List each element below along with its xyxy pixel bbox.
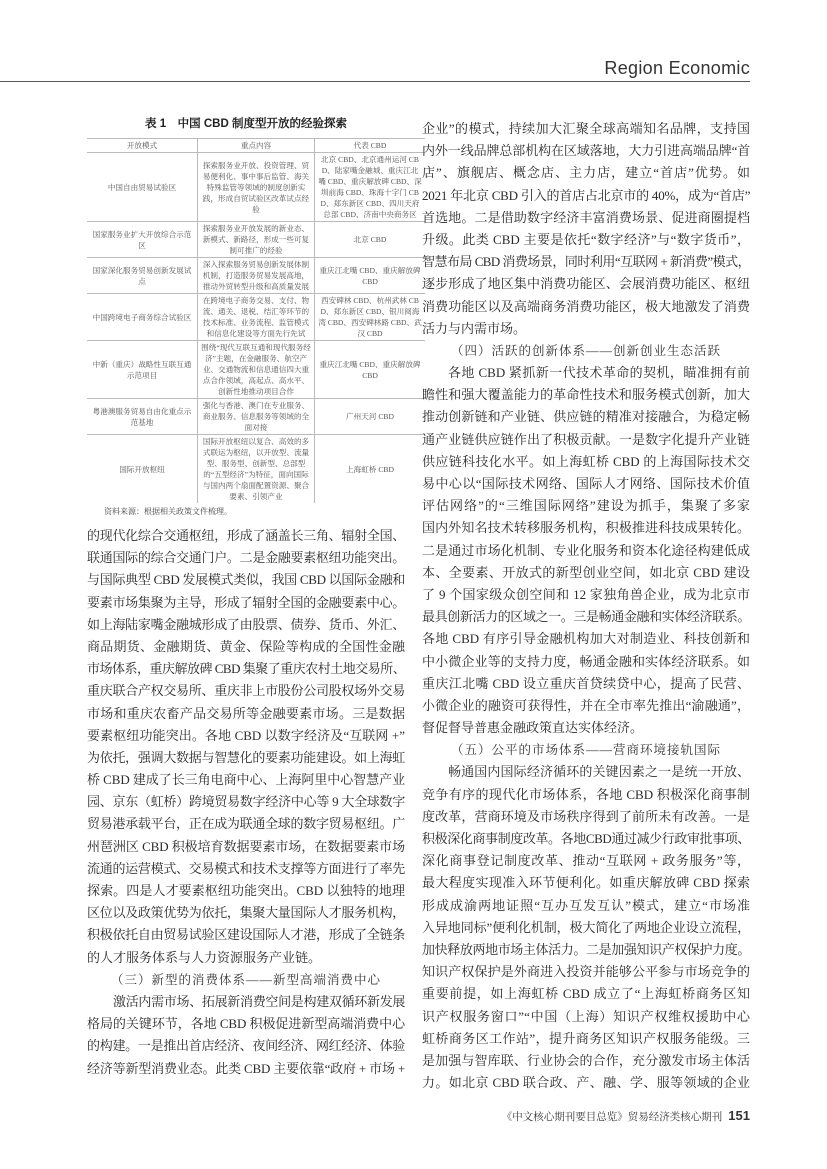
table-source-note: 资料来源：根据相关政策文件梳理。	[104, 507, 232, 516]
representative-cbd-cell: 西安碑林 CBD、杭州武林 CBD、郑东新区 CBD、银川阅海湾 CBD、西安碑林路 CBD、武汉 CBD	[315, 294, 426, 341]
table-row	[87, 435, 425, 504]
text-line: 小微企业的融资可获得性，并在全市率先推出“渝融通”，	[422, 697, 750, 713]
text-line: 积极依托自由贸易试验区建设国际人才港，形成了全链条	[87, 927, 405, 943]
text-line: 度改革，营商环境及市场秩序得到了前所未有改善。一是	[422, 808, 750, 824]
text-line: 商品期货、金融期货、黄金、保险等构成的全国性金融	[87, 638, 405, 654]
text-line: 区位以及政策优势为依托，集聚大量国际人才服务机构，	[87, 905, 405, 921]
open-mode-cell: 国家服务业扩大开放综合示范区	[87, 222, 198, 258]
text-line: 推动创新链和产业链、供应链的精准对接融合，为稳定畅	[422, 409, 750, 425]
text-line: 探索。四是人才要素枢纽功能突出。CBD 以独特的地理	[87, 883, 405, 898]
text-line: 评估网络”的“三维国际网络”建设为抓手，集聚了多家	[422, 498, 750, 514]
key-content-cell: 深入探索服务贸易创新发展体制机制，打造服务贸易发展高地，推动外贸转型升级和高质量发展	[198, 258, 315, 294]
key-content-cell: 国际开放枢纽以复合、高效的多式联运为枢纽，以开放型、流量型、服务型、创新型、总部型的“五型经济”为特征，面向国际与国内两个扇面配置资源、聚合要素、引领产业	[198, 435, 315, 504]
text-line: 易中心以“国际技术网络、国际人才网络、国际技术价值	[422, 476, 750, 491]
text-line: 瞻性和强大覆盖能力的革命性技术和服务模式创新，加大	[422, 387, 750, 403]
text-line: 州琶洲区 CBD 积极培育数据要素市场，在数据要素市场	[87, 838, 405, 854]
text-line: 联通国际的综合交通门户。二是金融要素枢纽功能突出。	[87, 550, 405, 566]
text-line: 加快释放两地市场主体活力。二是加强知识产权保护力度。	[422, 941, 750, 957]
text-line: 如上海陆家嘴金融城形成了由股票、债券、货币、外汇、	[87, 616, 405, 632]
text-line: 贸易港承载平台，正在成为联通全球的数字贸易枢纽。广	[87, 816, 405, 832]
text-line: 首选地。二是借助数字经济丰富消费场景、促进商圈提档	[422, 209, 750, 225]
page-footer	[502, 1108, 750, 1124]
text-line: 二是通过市场化机制、专业化服务和资本化途径构建低成	[422, 542, 750, 558]
table-row	[87, 153, 425, 222]
column-header: 开放模式	[87, 139, 198, 153]
table-header-row	[87, 139, 425, 153]
text-line: 店”、旗舰店、概念店、主力店，建立“首店”优势。如	[422, 165, 750, 181]
representative-cbd-cell: 北京 CBD、北京通州运河 CBD、陆家嘴金融城、重庆江北嘴 CBD、重庆解放碑 CBD、深圳前海 CBD、珠海十字门 CBD、郑东新区 CBD、四川天府总部 CBD、济南中央商务区	[315, 153, 426, 222]
open-mode-cell: 中国自由贸易试验区	[87, 153, 198, 222]
text-line: 激活内需市场、拓展新消费空间是构建双循环新发展	[113, 993, 406, 1009]
open-mode-cell: 中新（重庆）战略性互联互通示范项目	[87, 341, 198, 399]
text-line: 园、京东（虹桥）跨境贸易数字经济中心等 9 大全球数字	[87, 794, 405, 810]
text-line: 与国际典型 CBD 发展模式类似，我国 CBD 以国际金融和	[87, 572, 405, 588]
open-mode-cell: 国家深化服务贸易创新发展试点	[87, 258, 198, 294]
key-content-cell: 围绕“现代互联互通和现代服务经济”主题，在金融服务、航空产业、交通物流和信息通信四大重点合作领域，高起点、高水平、创新性地推动项目合作	[198, 341, 315, 399]
table-row	[87, 341, 425, 399]
text-line: 中小微企业等的支持力度，畅通金融和实体经济联系。如	[422, 653, 750, 669]
text-line: 2021 年北京 CBD 引入的首店占北京市的 40%，成为“首店”	[422, 187, 751, 203]
text-line: 竞争有序的现代化市场体系，各地 CBD 积极深化商事制	[422, 786, 750, 802]
text-line: 企业”的模式，持续加大汇聚全球高端知名品牌，支持国	[422, 121, 750, 136]
text-line: 本、全要素、开放式的新型创业空间，如北京 CBD 建设	[422, 564, 750, 580]
page-number: 151	[728, 1108, 750, 1123]
section-heading: （四）活跃的创新体系——创新创业生态活跃	[450, 343, 721, 358]
table-row	[87, 294, 425, 341]
text-line: 国内外知名技术转移服务机构，积极推进科技成果转化。	[422, 520, 750, 536]
paragraph	[87, 991, 405, 1080]
section-heading: （五）公平的市场体系——营商环境接轨国际	[450, 743, 721, 758]
text-line: 要素枢纽功能突出。各地 CBD 以数字经济及“互联网 +”	[87, 727, 405, 743]
body-column-left	[87, 525, 405, 1080]
text-line: 了 9 个国家级众创空间和 12 家独角兽企业，成为北京市	[422, 586, 750, 602]
section-heading: （三）新型的消费体系——新型高端消费中心	[110, 972, 381, 987]
text-line: 各地 CBD 紧抓新一代技术革命的契机，瞄准拥有前	[448, 365, 750, 381]
text-line: 消费功能区以及高端商务消费功能区，极大地激发了消费	[422, 298, 750, 314]
left-column-flow	[87, 116, 422, 1080]
text-line: 畅通国内国际经济循环的关键因素之一是统一开放、	[448, 764, 750, 780]
representative-cbd-cell: 重庆江北嘴 CBD、重庆解放碑 CBD	[315, 341, 426, 399]
text-line: 重庆江北嘴 CBD 设立重庆首贷续贷中心，提高了民营、	[422, 675, 750, 691]
column-header: 代表 CBD	[315, 139, 426, 153]
body-column-right	[422, 118, 750, 1094]
text-line: 活力与内需市场。	[422, 320, 527, 336]
text-line: 供应链科技化水平。如上海虹桥 CBD 的上海国际技术交	[422, 453, 750, 469]
key-content-cell: 在跨境电子商务交易、支付、物流、通关、退税、结汇等环节的技术标准、业务流程、监管模式和信息化建设等方面先行先试	[198, 294, 315, 341]
text-line: 要素市场集聚为主导，形成了辐射全国的金融要素中心。	[87, 594, 405, 610]
table-title: 表 1 中国 CBD 制度型开放的经验探索	[145, 118, 347, 130]
key-content-cell: 探索服务业开放、投资管理、贸易便利化、事中事后监管、海关特殊监管等领域的制度创新实践，形成自贸试验区改革试点经验	[198, 153, 315, 222]
text-line: 市场和重庆农畜产品交易所等金融要素市场。三是数据	[87, 705, 405, 721]
text-line: 识产权服务窗口”“中国（上海）知识产权维权援助中心	[422, 1008, 750, 1024]
text-line: 流通的运营模式、交易模式和技术支撑等方面进行了率先	[87, 860, 405, 876]
paragraph	[422, 761, 750, 1094]
text-line: 最具创新活力的区域之一。三是畅通金融和实体经济联系。	[422, 609, 750, 625]
table-row	[87, 222, 425, 258]
text-line: 格局的关键环节，各地 CBD 积极促进新型高端消费中心	[87, 1016, 405, 1032]
text-line: 积极深化商事制度改革。各地CBD通过减少行政审批事项、	[422, 831, 750, 846]
text-line: 通产业链供应链作出了积极贡献。一是数字化提升产业链	[422, 431, 750, 447]
text-line: 督促督导普惠金融政策直达实体经济。	[422, 720, 644, 736]
header-rule	[0, 81, 750, 82]
representative-cbd-cell: 重庆江北嘴 CBD、重庆解放碑 CBD	[315, 258, 426, 294]
cbd-open-mode-table	[87, 138, 425, 503]
text-line: 力。如北京 CBD 联合政、产、融、学、服等领域的企业	[422, 1075, 750, 1091]
representative-cbd-cell: 上海虹桥 CBD	[315, 435, 426, 504]
text-line: 智慧布局 CBD 消费场景，同时利用“互联网 + 新消费”模式，	[422, 254, 750, 270]
text-line: 知识产权保护是外商进入投资并能够公平参与市场竞争的	[422, 964, 750, 980]
running-header-title: Region Economic	[604, 58, 750, 78]
text-line: 市场体系，重庆解放碑 CBD 集聚了重庆农村土地交易所、	[87, 661, 406, 677]
paragraph	[422, 362, 750, 739]
paragraph	[422, 118, 750, 340]
text-line: 的现代化综合交通枢纽，形成了涵盖长三角、辐射全国、	[87, 528, 405, 543]
text-line: 的人才服务体系与人力资源服务产业链。	[87, 949, 322, 965]
table-row	[87, 399, 425, 435]
open-mode-cell: 中国跨境电子商务综合试验区	[87, 294, 198, 341]
text-line: 重庆联合产权交易所、重庆非上市股份公司股权场外交易	[87, 683, 405, 699]
journal-note: 《中文核心期刊要目总览》贸易经济类核心期刊	[501, 1111, 723, 1123]
text-line: 经济等新型消费业态。此类 CBD 主要依靠“政府 + 市场 +	[87, 1060, 405, 1076]
text-line: 各地 CBD 有序引导金融机构加大对制造业、科技创新和	[422, 631, 750, 647]
representative-cbd-cell: 广州天河 CBD	[315, 399, 426, 435]
text-line: 深化商事登记制度改革、推动“互联网 + 政务服务”等，	[422, 853, 750, 869]
text-line: 内外一线品牌总部机构在区域落地，大力引进高端品牌“首	[422, 143, 751, 159]
open-mode-cell: 粤港澳服务贸易自由化重点示范基地	[87, 399, 198, 435]
text-line: 升级。此类 CBD 主要是依托“数字经济”与“数字货币”，	[422, 231, 750, 247]
text-line: 形成成渝两地证照“互办互发互认”模式，建立“市场准	[422, 897, 750, 913]
text-line: 入异地同标”便利化机制，极大简化了两地企业设立流程，	[422, 919, 751, 935]
open-mode-cell: 国际开放枢纽	[87, 435, 198, 504]
text-line: 虹桥商务区工作站”，提升商务区知识产权服务能级。三	[422, 1030, 750, 1046]
table-row	[87, 258, 425, 294]
paragraph	[87, 525, 405, 969]
key-content-cell: 探索服务业开放发展的新业态、新模式、新路径，形成一些可复制可推广的经验	[198, 222, 315, 258]
text-line: 逐步形成了地区集中消费功能区、会展消费功能区、枢纽	[422, 276, 750, 292]
text-line: 的构建。一是推出首店经济、夜间经济、网红经济、体验	[87, 1038, 405, 1054]
representative-cbd-cell: 北京 CBD	[315, 222, 426, 258]
text-line: 为依托，强调大数据与智慧化的要素功能建设。如上海虹	[87, 749, 405, 765]
text-line: 是加强与智库联、行业协会的合作，充分激发市场主体活	[422, 1052, 750, 1068]
column-header: 重点内容	[198, 139, 315, 153]
text-line: 最大程度实现准入环节便利化。如重庆解放碑 CBD 探索	[422, 875, 750, 891]
text-line: 桥 CBD 建成了长三角电商中心、上海阿里中心智慧产业	[87, 772, 405, 788]
text-line: 重要前提，如上海虹桥 CBD 成立了“上海虹桥商务区知	[422, 986, 750, 1002]
key-content-cell: 强化与香港、澳门在专业服务、商业服务、信息服务等领域的全面对接	[198, 399, 315, 435]
